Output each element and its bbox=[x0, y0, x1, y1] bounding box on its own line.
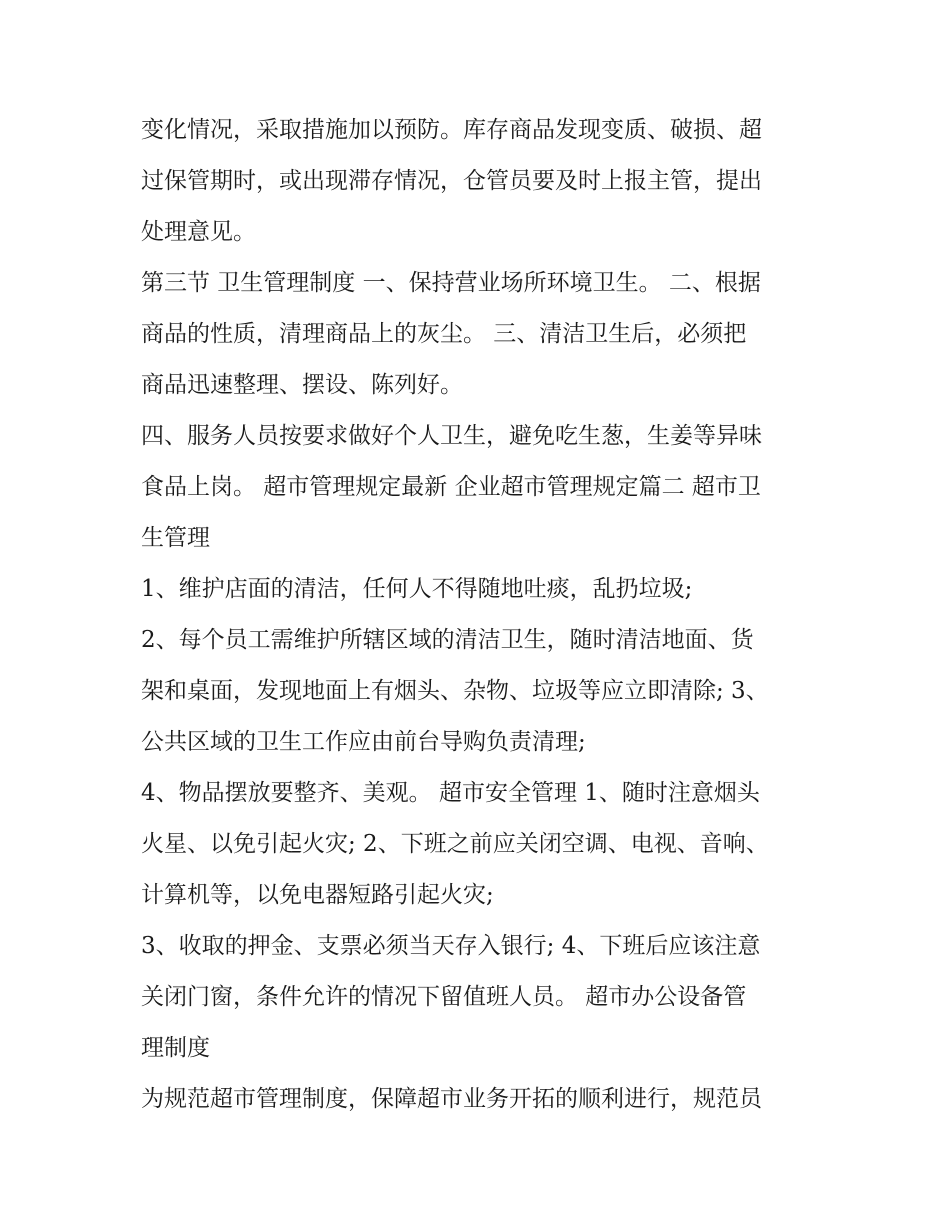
text-line: 生管理 bbox=[141, 525, 210, 551]
text-line: 1、维护店面的清洁，任何人不得随地吐痰，乱扔垃圾; bbox=[141, 576, 693, 602]
text-line: 变化情况，采取措施加以预防。库存商品发现变质、破损、超 bbox=[141, 117, 762, 143]
text-line: 理制度 bbox=[141, 1035, 210, 1061]
text-line: 火星、以免引起火灾; 2、下班之前应关闭空调、电视、音响、 bbox=[141, 831, 769, 857]
text-line: 公共区域的卫生工作应由前台导购负责清理; bbox=[141, 729, 586, 755]
text-line: 过保管期时，或出现滞存情况，仓管员要及时上报主管，提出 bbox=[141, 168, 762, 194]
text-line: 处理意见。 bbox=[141, 219, 256, 245]
text-line: 关闭门窗，条件允许的情况下留值班人员。 超市办公设备管 bbox=[141, 984, 747, 1010]
text-line: 4、物品摆放要整齐、美观。 超市安全管理 1、随时注意烟头 bbox=[141, 780, 760, 806]
text-line: 计算机等，以免电器短路引起火灾; bbox=[141, 882, 494, 908]
text-line: 3、收取的押金、支票必须当天存入银行; 4、下班后应该注意 bbox=[141, 933, 761, 959]
document-body bbox=[141, 105, 813, 1125]
text-line: 四、服务人员按要求做好个人卫生，避免吃生葱，生姜等异味 bbox=[141, 423, 762, 449]
text-line: 为规范超市管理制度，保障超市业务开拓的顺利进行，规范员 bbox=[141, 1086, 762, 1112]
text-line: 架和桌面，发现地面上有烟头、杂物、垃圾等应立即清除; 3、 bbox=[141, 678, 769, 704]
text-line: 食品上岗。 超市管理规定最新 企业超市管理规定篇二 超市卫 bbox=[141, 474, 761, 500]
text-line: 商品的性质，清理商品上的灰尘。 三、清洁卫生后，必须把 bbox=[141, 321, 747, 347]
text-line: 2、每个员工需维护所辖区域的清洁卫生，随时清洁地面、货 bbox=[141, 627, 754, 653]
text-line: 第三节 卫生管理制度 一、保持营业场所环境卫生。 二、根据 bbox=[141, 270, 761, 296]
text-line: 商品迅速整理、摆设、陈列好。 bbox=[141, 372, 463, 398]
